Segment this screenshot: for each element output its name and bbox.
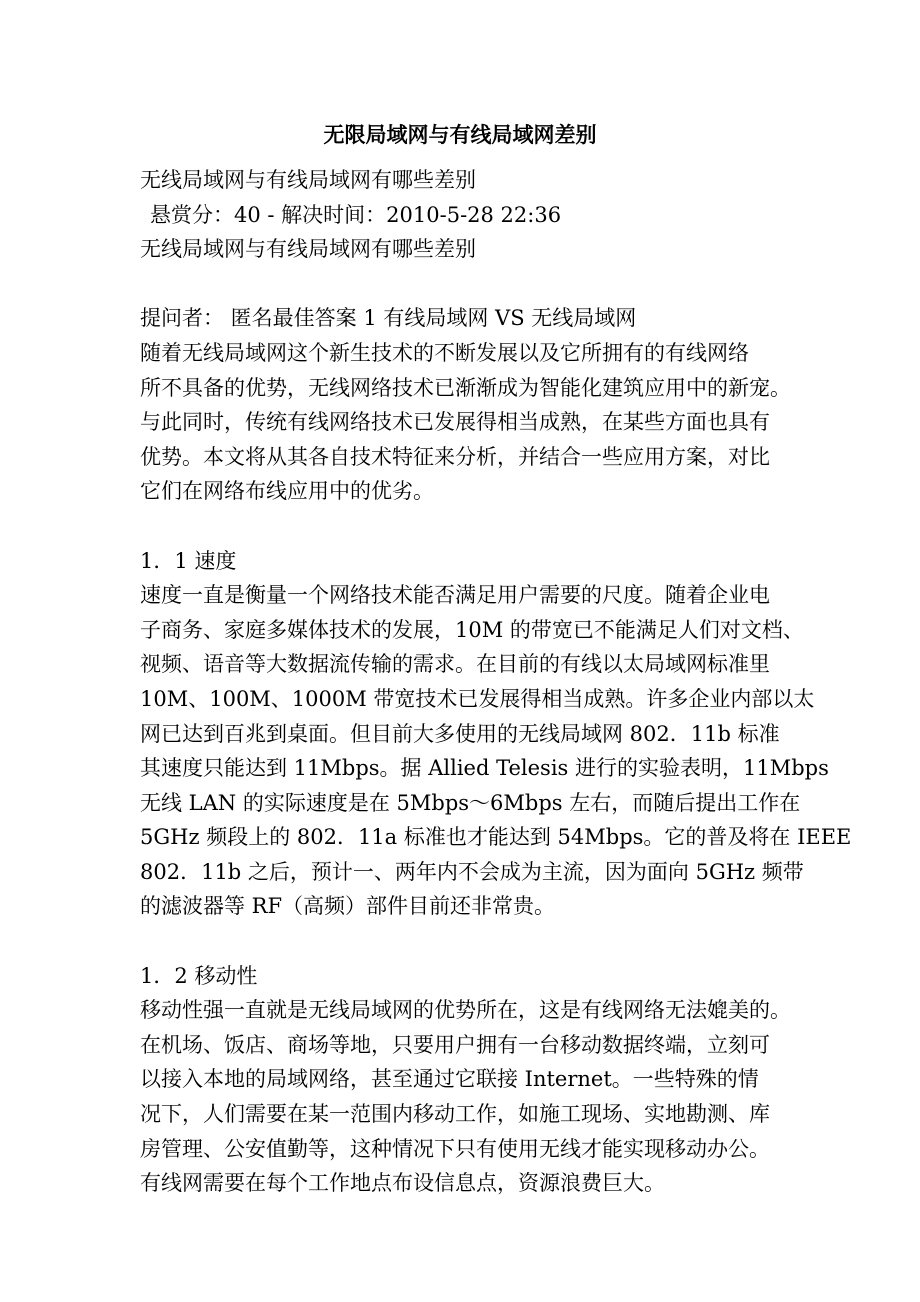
intro-paragraph: [140, 336, 790, 509]
paragraph-line: 与此同时，传统有线网络技术已发展得相当成熟，在某些方面也具有: [140, 410, 770, 435]
paragraph-line: 速度一直是衡量一个网络技术能否满足用户需要的尺度。随着企业电: [140, 583, 770, 608]
paragraph-line: 的滤波器等 RF（高频）部件目前还非常贵。: [140, 894, 556, 919]
document-body: [140, 163, 852, 1201]
document-title: 无限局域网与有线局域网差别: [323, 122, 597, 147]
paragraph-line: 子商务、家庭多媒体技术的发展，10M 的带宽已不能满足人们对文档、: [140, 617, 804, 642]
section-heading: 1．1 速度: [140, 548, 237, 573]
question-repeat: 无线局域网与有线局域网有哪些差别: [140, 237, 476, 262]
paragraph-line: 视频、语音等大数据流传输的需求。在目前的有线以太局域网标准里: [140, 652, 770, 677]
paragraph-line: 无线 LAN 的实际速度是在 5Mbps～6Mbps 左右，而随后提出工作在: [140, 790, 801, 815]
section-mobility: [140, 959, 790, 1201]
blank-line: [140, 267, 790, 302]
section-heading: 1．2 移动性: [140, 963, 258, 988]
blank-line: [140, 924, 790, 959]
paragraph-line: 况下，人们需要在某一范围内移动工作，如施工现场、实地勘测、库: [140, 1102, 770, 1127]
paragraph-line: 移动性强一直就是无线局域网的优势所在，这是有线网络无法媲美的。: [140, 998, 791, 1023]
blank-line: [140, 509, 790, 544]
paragraph-line: 以接入本地的局域网络，甚至通过它联接 Internet。一些特殊的情: [140, 1067, 759, 1092]
paragraph-line: 它们在网络布线应用中的优劣。: [140, 479, 434, 504]
paragraph-line: 网已达到百兆到桌面。但目前大多使用的无线局域网 802．11b 标准: [140, 721, 780, 746]
paragraph-line: 5GHz 频段上的 802．11a 标准也才能达到 54Mbps。它的普及将在 IEEE: [140, 825, 852, 850]
paragraph-line: 房管理、公安值勤等，这种情况下只有使用无线才能实现移动办公。: [140, 1136, 770, 1161]
paragraph-line: 其速度只能达到 11Mbps。据 Allied Telesis 进行的实验表明，11Mbps: [140, 756, 829, 781]
paragraph-line: 优势。本文将从其各自技术特征来分析，并结合一些应用方案，对比: [140, 444, 770, 469]
paragraph-line: 所不具备的优势，无线网络技术已渐渐成为智能化建筑应用中的新宠。: [140, 375, 791, 400]
paragraph-line: 随着无线局域网这个新生技术的不断发展以及它所拥有的有线网络: [140, 340, 749, 365]
reward-meta: 悬赏分：40 - 解决时间：2010-5-28 22:36: [150, 202, 562, 227]
answer-header: 提问者： 匿名最佳答案 1 有线局域网 VS 无线局域网: [140, 306, 637, 331]
paragraph-line: 10M、100M、1000M 带宽技术已发展得相当成熟。许多企业内部以太: [140, 686, 815, 711]
section-speed: [140, 544, 852, 925]
question-title: 无线局域网与有线局域网有哪些差别: [140, 168, 476, 192]
paragraph-line: 在机场、饭店、商场等地，只要用户拥有一台移动数据终端，立刻可: [140, 1032, 770, 1057]
paragraph-line: 有线网需要在每个工作地点布设信息点，资源浪费巨大。: [140, 1171, 665, 1196]
paragraph-line: 802．11b 之后，预计一、两年内不会成为主流，因为面向 5GHz 频带: [140, 859, 804, 884]
